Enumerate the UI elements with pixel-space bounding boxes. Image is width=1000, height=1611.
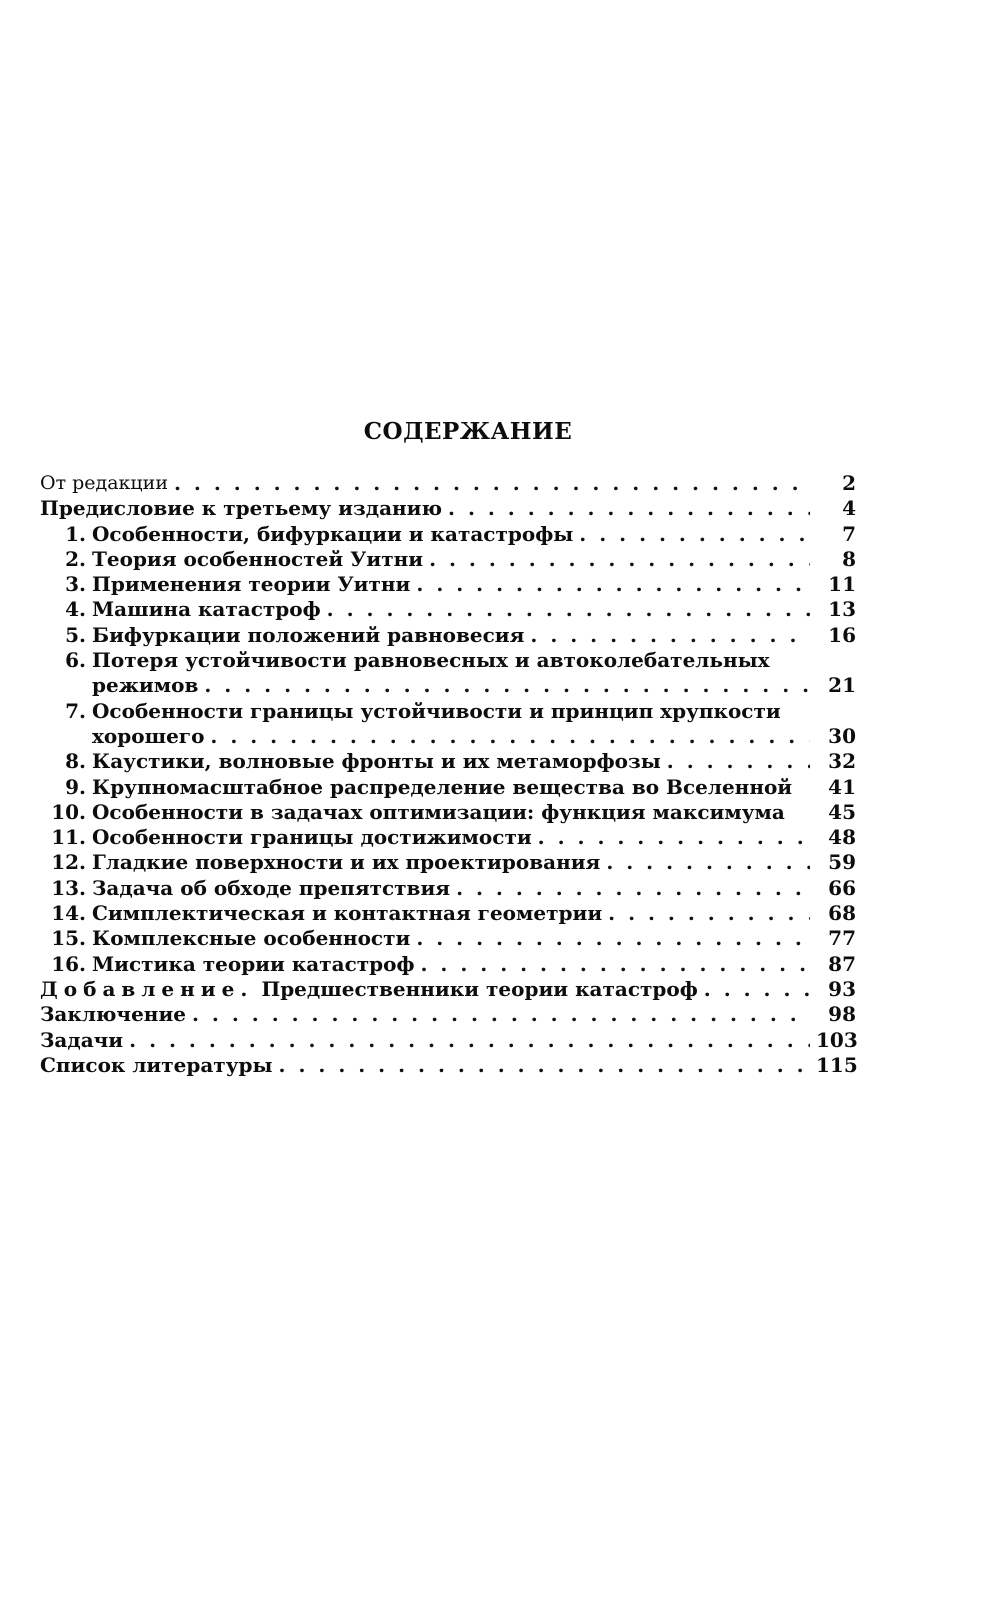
toc-entry-3	[40, 572, 856, 597]
entry-title: Список литературы	[40, 1052, 273, 1077]
entry-page: 21	[828, 673, 856, 698]
entry-number: 9.	[65, 774, 86, 799]
entry-page: 59	[828, 850, 856, 875]
contents-title: СОДЕРЖАНИЕ	[363, 418, 573, 445]
leader-dots	[606, 850, 810, 875]
leader-dots	[538, 825, 810, 850]
toc-entry-from-editors	[40, 471, 856, 496]
entry-page: 93	[828, 976, 856, 1001]
entry-title: Комплексные особенности	[92, 926, 411, 951]
toc-entry-9	[40, 775, 856, 800]
entry-number: 1.	[65, 521, 86, 546]
entry-page: 7	[842, 521, 856, 546]
entry-number: 13.	[51, 875, 86, 900]
entry-page: 45	[828, 799, 856, 824]
entry-title: От редакции	[40, 472, 168, 494]
entry-title: Бифуркации положений равновесия	[92, 622, 525, 647]
entry-page: 66	[828, 875, 856, 900]
entry-title: Особенности, бифуркации и катастрофы	[92, 521, 574, 546]
entry-number: 10.	[51, 799, 86, 824]
toc-entry-references	[40, 1053, 856, 1078]
entry-number: 2.	[65, 546, 86, 571]
toc-entry-5	[40, 623, 856, 648]
entry-number: 4.	[65, 597, 86, 622]
leader-dots	[429, 547, 810, 572]
leader-dots	[327, 597, 810, 622]
entry-title-line-1: Особенности границы устойчивости и принцип хрупкости	[92, 698, 781, 723]
entry-page: 11	[828, 572, 856, 597]
entry-number: 12.	[51, 850, 86, 875]
leader-dots	[204, 673, 810, 698]
entry-title: Теория особенностей Уитни	[92, 546, 424, 571]
entry-page: 8	[842, 546, 856, 571]
toc-entry-4	[40, 597, 856, 622]
entry-title-line-1: Потеря устойчивости равновесных и автоколебательных	[92, 648, 770, 673]
leader-dots	[448, 496, 810, 521]
toc-entry-problems	[40, 1028, 856, 1053]
toc-entry-2	[40, 547, 856, 572]
entry-page: 2	[842, 471, 856, 495]
entry-number: 5.	[65, 622, 86, 647]
entry-title: Симплектическая и контактная геометрии	[92, 901, 603, 926]
entry-title: Заключение	[40, 1002, 186, 1027]
leader-dots	[279, 1053, 810, 1078]
entry-title: Особенности в задачах оптимизации: функция максимума	[92, 799, 785, 824]
leader-dots	[174, 471, 810, 496]
leader-dots	[667, 749, 810, 774]
entry-number: 3.	[65, 572, 86, 597]
toc-entry-6	[40, 648, 856, 699]
toc-entry-8	[40, 749, 856, 774]
entry-label-spaced: Добавление.	[40, 976, 254, 1001]
entry-page: 41	[828, 774, 856, 799]
entry-title: Мистика теории катастроф	[92, 951, 415, 976]
leader-dots	[608, 901, 810, 926]
entry-title-line-2: хорошего	[92, 723, 205, 748]
table-of-contents	[40, 471, 856, 1078]
entry-page: 4	[842, 496, 856, 521]
leader-dots	[210, 724, 810, 749]
entry-page: 16	[828, 622, 856, 647]
entry-number: 11.	[51, 825, 86, 850]
entry-title: Особенности границы достижимости	[92, 825, 532, 850]
entry-page: 77	[828, 926, 856, 951]
leader-dots	[416, 572, 810, 597]
leader-dots	[192, 1002, 810, 1027]
toc-entry-11	[40, 825, 856, 850]
toc-entry-10	[40, 800, 856, 825]
entry-number: 15.	[51, 926, 86, 951]
entry-number: 16.	[51, 951, 86, 976]
entry-number: 14.	[51, 901, 86, 926]
entry-page: 48	[828, 825, 856, 850]
entry-title: Каустики, волновые фронты и их метаморфозы	[92, 749, 661, 774]
entry-title: Предшественники теории катастроф	[261, 976, 698, 1001]
entry-page: 30	[828, 723, 856, 748]
entry-title: Гладкие поверхности и их проектирования	[92, 850, 601, 875]
entry-title: Задачи	[40, 1027, 124, 1052]
toc-entry-preface	[40, 496, 856, 521]
toc-entry-13	[40, 876, 856, 901]
entry-page: 68	[828, 901, 856, 926]
leader-dots	[704, 977, 810, 1002]
toc-entry-1	[40, 522, 856, 547]
toc-entry-7	[40, 699, 856, 750]
entry-title: Предисловие к третьему изданию	[40, 496, 443, 521]
toc-entry-15	[40, 926, 856, 951]
leader-dots	[456, 876, 810, 901]
entry-page: 98	[828, 1002, 856, 1027]
toc-entry-appendix	[40, 977, 856, 1002]
toc-entry-conclusion	[40, 1002, 856, 1027]
toc-entry-14	[40, 901, 856, 926]
entry-page: 103	[816, 1027, 858, 1052]
leader-dots	[421, 952, 811, 977]
entry-title: Машина катастроф	[92, 597, 321, 622]
entry-title: Применения теории Уитни	[92, 572, 411, 597]
toc-entry-16	[40, 952, 856, 977]
entry-page: 13	[828, 597, 856, 622]
entry-title: Задача об обходе препятствия	[92, 875, 451, 900]
leader-dots	[530, 623, 810, 648]
entry-page: 32	[828, 749, 856, 774]
entry-title: Крупномасштабное распределение вещества во Вселенной	[92, 774, 793, 799]
entry-page: 115	[816, 1052, 858, 1077]
entry-page: 87	[828, 951, 856, 976]
entry-number: 7.	[65, 698, 86, 723]
entry-number: 8.	[65, 749, 86, 774]
entry-title-line-2: режимов	[92, 673, 199, 698]
toc-entry-12	[40, 850, 856, 875]
leader-dots	[129, 1028, 810, 1053]
leader-dots	[416, 926, 810, 951]
leader-dots	[579, 522, 810, 547]
entry-number: 6.	[65, 648, 86, 673]
